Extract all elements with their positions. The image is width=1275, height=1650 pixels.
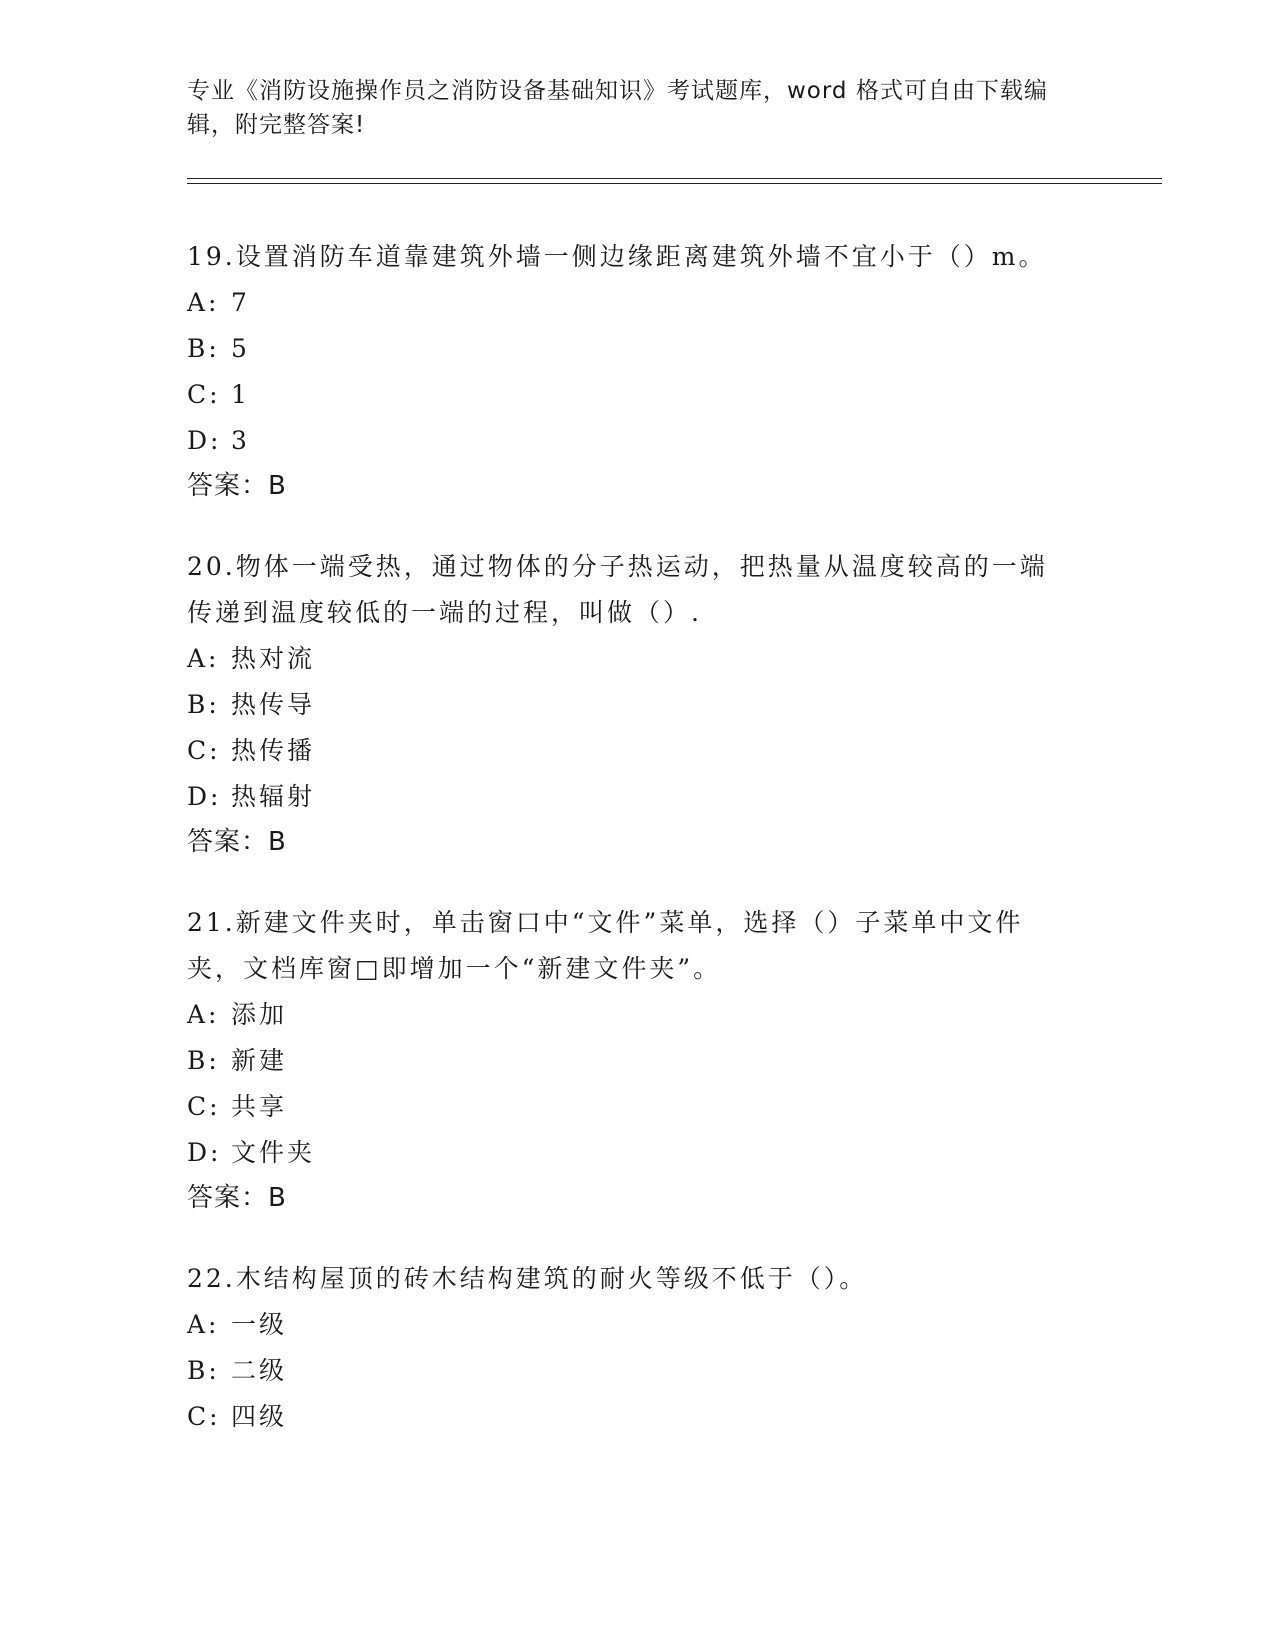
option-row <box>187 1302 1087 1348</box>
option-row <box>187 774 1087 820</box>
option-letter: A: <box>187 1000 220 1029</box>
option-text: 四级 <box>231 1402 288 1431</box>
option-row <box>187 372 1087 418</box>
option-text: 一级 <box>231 1310 288 1339</box>
header-line-2: 辑，附完整答案! <box>187 112 366 138</box>
option-row <box>187 418 1087 464</box>
option-row <box>187 1394 1087 1440</box>
option-letter: C: <box>187 1402 221 1431</box>
question-text: 22.木结构屋顶的砖木结构建筑的耐火等级不低于（）。 <box>187 1264 868 1293</box>
option-text: 添加 <box>231 1000 288 1029</box>
option-text: 热传播 <box>231 736 316 765</box>
document-header <box>187 74 1087 142</box>
option-text: 热对流 <box>231 644 316 673</box>
option-text: 1 <box>231 380 250 409</box>
option-text: 3 <box>231 426 250 455</box>
option-row <box>187 992 1087 1038</box>
answer-line: 答案：B <box>187 1183 287 1213</box>
option-row <box>187 1084 1087 1130</box>
question-text: 传递到温度较低的一端的过程，叫做（）. <box>187 598 702 627</box>
option-letter: D: <box>187 782 222 811</box>
option-text: 热辐射 <box>231 782 316 811</box>
option-row <box>187 326 1087 372</box>
option-text: 5 <box>231 334 250 363</box>
option-letter: B: <box>187 1046 220 1075</box>
option-letter: A: <box>187 288 220 317</box>
option-letter: A: <box>187 1310 220 1339</box>
option-row <box>187 728 1087 774</box>
header-divider-top <box>187 178 1162 179</box>
option-row <box>187 1038 1087 1084</box>
question-text: 21.新建文件夹时，单击窗口中“文件”菜单，选择（）子菜单中文件 <box>187 908 1024 937</box>
option-row <box>187 1130 1087 1176</box>
question-block <box>187 900 1087 1220</box>
question-block <box>187 1256 1087 1440</box>
option-row <box>187 682 1087 728</box>
question-text: 夹，文档库窗□即增加一个“新建文件夹”。 <box>187 954 722 983</box>
option-letter: D: <box>187 426 222 455</box>
question-text: 19.设置消防车道靠建筑外墙一侧边缘距离建筑外墙不宜小于（）m。 <box>187 242 1047 271</box>
answer-line: 答案：B <box>187 827 287 857</box>
option-text: 共享 <box>231 1092 288 1121</box>
option-letter: B: <box>187 1356 220 1385</box>
question-block <box>187 544 1087 864</box>
header-divider-bottom <box>187 183 1162 184</box>
option-text: 7 <box>231 288 250 317</box>
answer-line: 答案：B <box>187 471 287 501</box>
option-letter: C: <box>187 1092 221 1121</box>
option-text: 新建 <box>231 1046 288 1075</box>
question-list <box>187 234 1087 1476</box>
option-letter: D: <box>187 1138 222 1167</box>
option-row <box>187 1348 1087 1394</box>
option-letter: B: <box>187 690 220 719</box>
question-block <box>187 234 1087 508</box>
option-row <box>187 280 1087 326</box>
option-letter: C: <box>187 736 221 765</box>
option-text: 二级 <box>231 1356 288 1385</box>
question-text: 20.物体一端受热，通过物体的分子热运动，把热量从温度较高的一端 <box>187 552 1048 581</box>
option-letter: C: <box>187 380 221 409</box>
option-row <box>187 636 1087 682</box>
option-text: 文件夹 <box>231 1138 316 1167</box>
option-letter: B: <box>187 334 220 363</box>
option-text: 热传导 <box>231 690 316 719</box>
header-line-1: 专业《消防设施操作员之消防设备基础知识》考试题库，word 格式可自由下载编 <box>187 78 1048 104</box>
option-letter: A: <box>187 644 220 673</box>
